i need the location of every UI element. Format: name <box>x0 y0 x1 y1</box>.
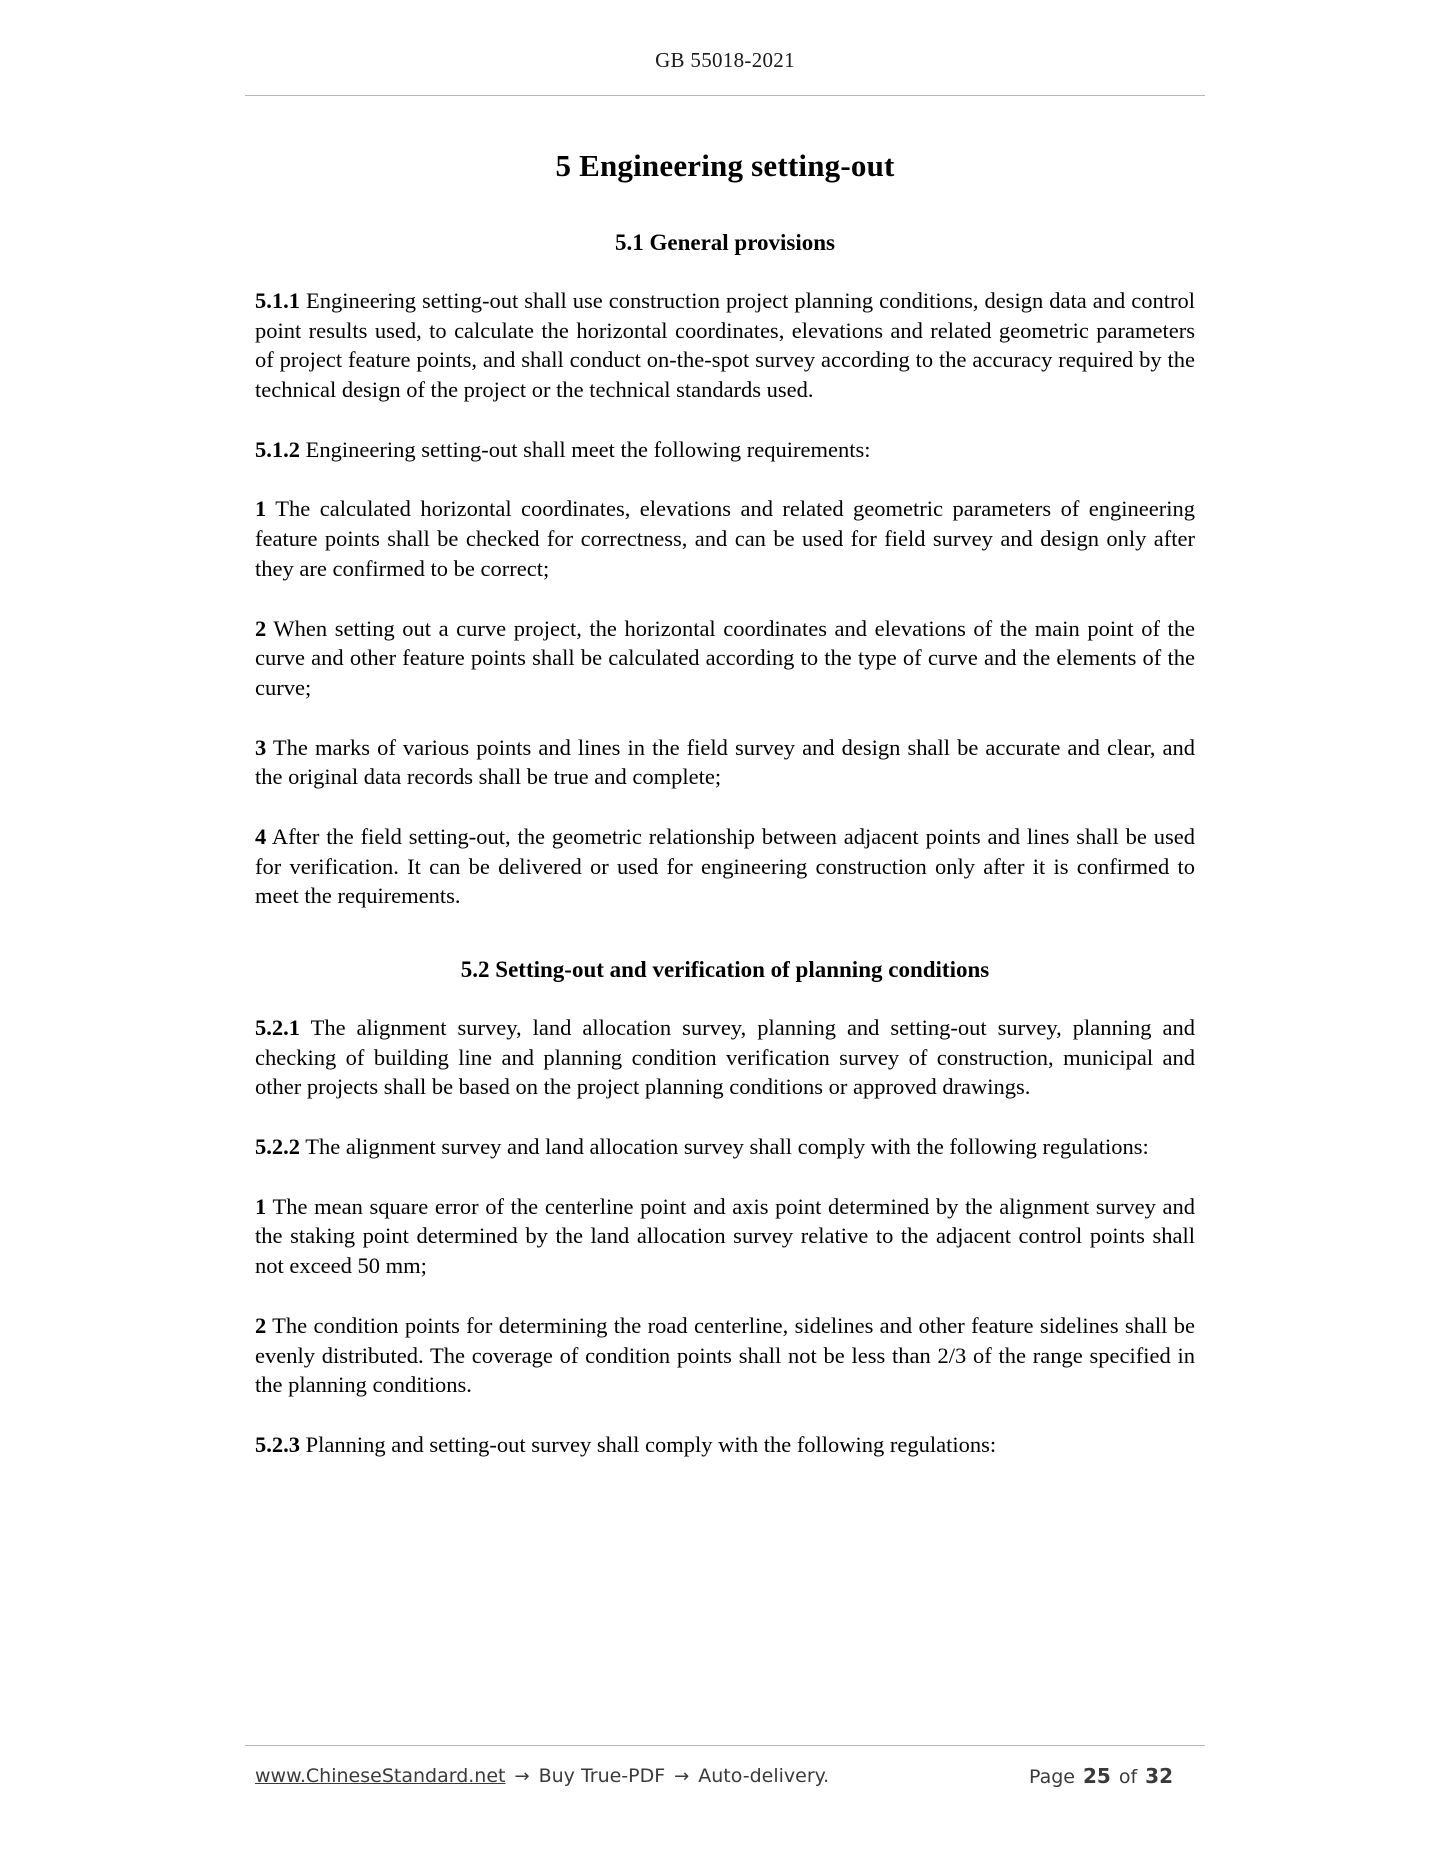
item-number: 3 <box>255 734 267 760</box>
footer-row <box>255 1764 1195 1788</box>
website-link[interactable]: www.ChineseStandard.net <box>255 1765 506 1787</box>
arrow-right-icon-2: → <box>674 1766 690 1787</box>
footer-promo <box>255 1765 829 1787</box>
paragraph-number: 5.1.1 <box>255 288 300 313</box>
paragraph-text: Engineering setting-out shall meet the following requirements: <box>300 436 871 462</box>
item-text: The marks of various points and lines in the field survey and design shall be accurate and clear, and the original data records shall be true and complete; <box>255 734 1195 790</box>
buy-label: Buy True-PDF <box>538 1765 666 1787</box>
paragraph-number: 5.2.1 <box>255 1015 300 1040</box>
item-number: 2 <box>255 1312 267 1338</box>
paragraph-5-2-2 <box>255 1132 1195 1162</box>
list-item-5-1-2-1 <box>255 494 1195 583</box>
header-divider <box>245 95 1205 96</box>
delivery-label: Auto-delivery. <box>698 1765 830 1787</box>
section-heading-5-2: 5.2 Setting-out and verification of planning conditions <box>460 957 990 982</box>
list-item-5-1-2-4 <box>255 822 1195 911</box>
page-number: 25 <box>1082 1764 1111 1788</box>
paragraph-text: The alignment survey and land allocation survey shall comply with the following regulations: <box>300 1134 1149 1160</box>
item-number: 4 <box>255 823 267 849</box>
item-number: 1 <box>255 1193 267 1219</box>
item-number: 2 <box>255 615 267 641</box>
paragraph-text: Engineering setting-out shall use construction project planning conditions, design data and control point results used, to calculate the horizontal coordinates, elevations and related geometric parameters of project feature points, and shall conduct on-the-spot survey according to the accuracy required by the technical design of the project or the technical standards used. <box>255 288 1195 403</box>
of-label: of <box>1118 1766 1138 1788</box>
total-pages: 32 <box>1145 1764 1173 1788</box>
paragraph-number: 5.1.2 <box>255 436 300 462</box>
paragraph-number: 5.2.3 <box>255 1431 300 1457</box>
paragraph-text: The alignment survey, land allocation survey, planning and setting-out survey, planning and checking of building line and planning condition verification survey of construction, municipal and other projects shall be based on the project planning conditions or approved drawings. <box>255 1015 1195 1100</box>
paragraph-5-2-3 <box>255 1430 1195 1460</box>
page-label: Page <box>1028 1766 1075 1788</box>
footer-divider <box>245 1745 1205 1746</box>
paragraph-5-1-1 <box>255 286 1195 405</box>
item-text: When setting out a curve project, the horizontal coordinates and elevations of the main point of the curve and other feature points shall be calculated according to the type of curve and the elements of the curve; <box>255 615 1195 700</box>
paragraph-text: Planning and setting-out survey shall comply with the following regulations: <box>300 1431 997 1457</box>
paragraph-5-2-1 <box>255 1013 1195 1102</box>
running-header: GB 55018-2021 <box>655 48 795 72</box>
page-content <box>255 48 1195 1460</box>
page-footer <box>255 1745 1195 1788</box>
arrow-right-icon: → <box>514 1766 530 1787</box>
list-item-5-1-2-3 <box>255 733 1195 792</box>
list-item-5-2-2-1 <box>255 1192 1195 1281</box>
list-item-5-1-2-2 <box>255 614 1195 703</box>
item-text: The condition points for determining the road centerline, sidelines and other feature sidelines shall be evenly distributed. The coverage of condition points shall not be less than 2/3 of the range specified in the planning conditions. <box>255 1312 1195 1398</box>
paragraph-5-1-2 <box>255 435 1195 465</box>
item-text: The calculated horizontal coordinates, elevations and related geometric parameters of engineering feature points shall be checked for correctness, and can be used for field survey and design only after they are confirmed to be correct; <box>255 496 1195 581</box>
section-heading-5-1: 5.1 General provisions <box>614 230 835 255</box>
page-indicator <box>1029 1764 1195 1788</box>
item-text: After the field setting-out, the geometric relationship between adjacent points and lines shall be used for verification. It can be delivered or used for engineering construction only after it is confirmed to meet the requirements. <box>255 823 1195 909</box>
item-text: The mean square error of the centerline point and axis point determined by the alignment survey and the staking point determined by the land allocation survey relative to the adjacent control points shall not exceed 50 mm; <box>255 1193 1195 1279</box>
list-item-5-2-2-2 <box>255 1311 1195 1400</box>
item-number: 1 <box>255 496 267 522</box>
chapter-title: 5 Engineering setting-out <box>555 148 895 183</box>
paragraph-number: 5.2.2 <box>255 1134 300 1160</box>
